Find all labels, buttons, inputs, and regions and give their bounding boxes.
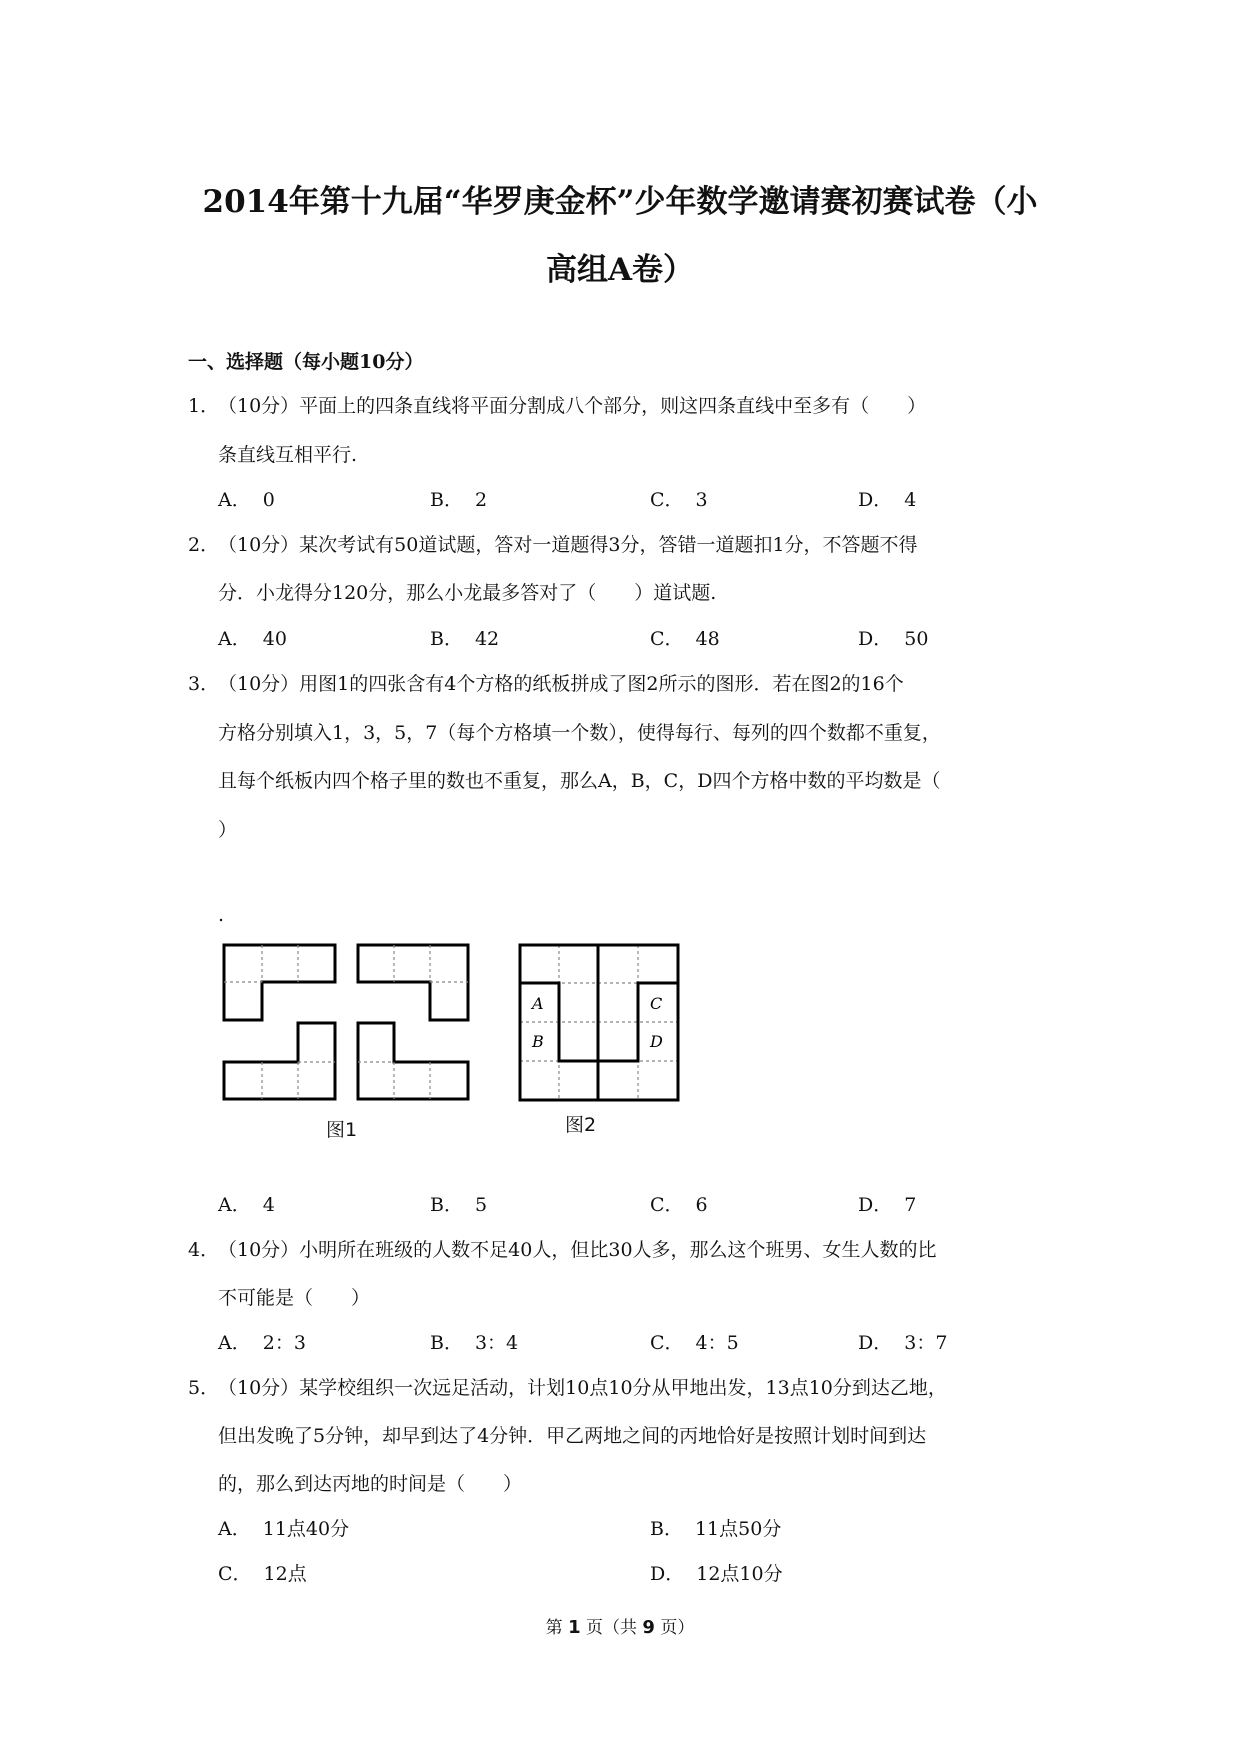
page-title-line-1: 2014年第十九届“华罗庚金杯”少年数学邀请赛初赛试卷（小 bbox=[202, 184, 1038, 220]
figure-2-cell-b: B bbox=[532, 1032, 544, 1051]
question-3-option-d: D． 7 bbox=[858, 1194, 917, 1216]
question-5-option-c: C． 12点 bbox=[218, 1563, 307, 1585]
question-1-option-b: B． 2 bbox=[430, 489, 488, 511]
footer-middle: 页（共 bbox=[586, 1618, 637, 1638]
question-3-option-c: C． 6 bbox=[650, 1194, 708, 1216]
question-5-option-b: B． 11点50分 bbox=[650, 1518, 782, 1540]
question-3-number: 3． bbox=[188, 673, 220, 695]
footer-prefix: 第 bbox=[545, 1618, 563, 1638]
question-4-option-b: B． 3：4 bbox=[430, 1332, 519, 1354]
question-2-line-1: （10分）某次考试有50道试题，答对一道题得3分，答错一道题扣1分，不答题不得 bbox=[218, 534, 918, 556]
footer-page-number: 1 bbox=[568, 1617, 581, 1638]
footer-total-pages: 9 bbox=[642, 1617, 655, 1638]
figure-1-tiles bbox=[222, 943, 474, 1103]
question-2-option-d: D． 50 bbox=[858, 628, 929, 650]
figure-1-caption: 图1 bbox=[326, 1119, 358, 1141]
question-3-line-2: 方格分别填入1，3，5，7（每个方格填一个数），使得每行、每列的四个数都不重复， bbox=[218, 722, 941, 744]
question-2-option-a: A． 40 bbox=[218, 628, 287, 650]
figure-2-caption: 图2 bbox=[565, 1114, 597, 1136]
question-1-option-a: A． 0 bbox=[218, 489, 275, 511]
question-3-line-4: ） bbox=[218, 819, 238, 841]
question-2-option-c: C． 48 bbox=[650, 628, 720, 650]
question-5-line-3: 的，那么到达丙地的时间是（ ） bbox=[218, 1473, 523, 1495]
section-heading: 一、选择题（每小题10分） bbox=[188, 351, 424, 373]
page-title-line-2: 高组A卷） bbox=[545, 252, 695, 288]
question-3-line-1: （10分）用图1的四张含有4个方格的纸板拼成了图2所示的图形．若在图2的16个 bbox=[218, 673, 904, 695]
question-1-line-1: （10分）平面上的四条直线将平面分割成八个部分，则这四条直线中至多有（ ） bbox=[218, 395, 927, 417]
question-3-line-3: 且每个纸板内四个格子里的数也不重复，那么A，B，C，D四个方格中数的平均数是（ bbox=[218, 770, 941, 792]
question-5-option-d: D． 12点10分 bbox=[650, 1563, 783, 1585]
question-4-line-2: 不可能是（ ） bbox=[218, 1287, 371, 1309]
question-3-dot: . bbox=[218, 904, 225, 926]
question-5-number: 5． bbox=[188, 1377, 220, 1399]
question-4-option-a: A． 2：3 bbox=[218, 1332, 306, 1354]
figure-2-grid bbox=[518, 943, 680, 1103]
question-2-line-2: 分．小龙得分120分，那么小龙最多答对了（ ）道试题. bbox=[218, 582, 717, 604]
question-4-number: 4． bbox=[188, 1239, 220, 1261]
question-2-number: 2． bbox=[188, 534, 220, 556]
question-4-option-d: D． 3：7 bbox=[858, 1332, 948, 1354]
page-footer bbox=[0, 1613, 1240, 1638]
question-2-option-b: B． 42 bbox=[430, 628, 500, 650]
question-3-option-a: A． 4 bbox=[218, 1194, 275, 1216]
question-5-option-a: A． 11点40分 bbox=[218, 1518, 350, 1540]
question-1-option-c: C． 3 bbox=[650, 489, 708, 511]
figure-1-tile-3 bbox=[224, 1023, 335, 1099]
figure-1-tile-1 bbox=[224, 945, 335, 1020]
question-1-option-d: D． 4 bbox=[858, 489, 917, 511]
question-1-number: 1． bbox=[188, 395, 220, 417]
question-1-line-2: 条直线互相平行. bbox=[218, 444, 358, 466]
figure-2-cell-a: A bbox=[532, 994, 544, 1013]
footer-suffix: 页） bbox=[660, 1618, 695, 1638]
figure-1-tile-4 bbox=[358, 1023, 468, 1099]
figure-2-cell-d: D bbox=[650, 1032, 663, 1051]
question-5-line-1: （10分）某学校组织一次远足活动，计划10点10分从甲地出发，13点10分到达乙地， bbox=[218, 1377, 947, 1399]
question-3-option-b: B． 5 bbox=[430, 1194, 488, 1216]
question-4-line-1: （10分）小明所在班级的人数不足40人，但比30人多，那么这个班男、女生人数的比 bbox=[218, 1239, 937, 1261]
figure-2-cell-c: C bbox=[650, 994, 663, 1013]
figure-1-tile-2 bbox=[358, 945, 468, 1020]
question-4-option-c: C． 4：5 bbox=[650, 1332, 739, 1354]
question-5-line-2: 但出发晚了5分钟，却早到达了4分钟．甲乙两地之间的丙地恰好是按照计划时间到达 bbox=[218, 1425, 927, 1447]
